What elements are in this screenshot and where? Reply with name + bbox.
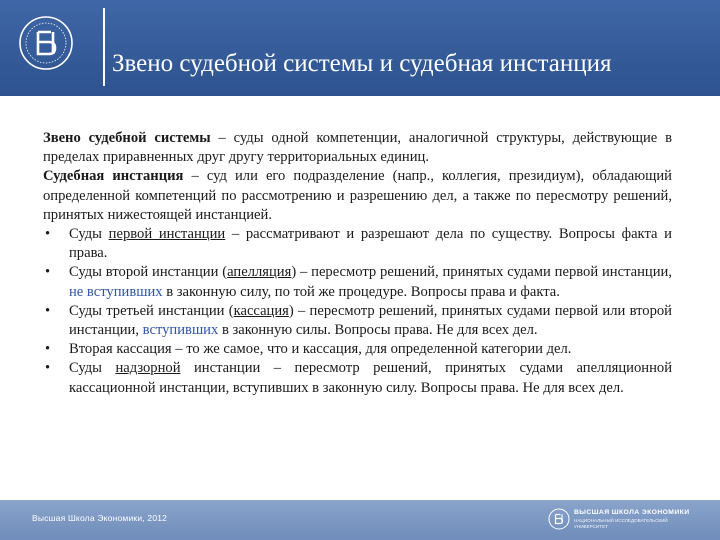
highlighted-term: не вступивших — [69, 283, 163, 300]
list-item: • Вторая кассация – то же самое, что и кассация, для определенной категории дел. — [43, 340, 672, 359]
list-item: • Суды второй инстанции (апелляция) – пересмотр решений, принятых судами первой инстанции, не вступивших в законную силу, по той же процедуре. Вопросы права и факта. — [43, 263, 672, 301]
underlined-term: кассация — [233, 302, 289, 319]
underlined-term: первой инстанции — [108, 226, 226, 243]
slide-header — [0, 0, 720, 96]
footer-brand — [574, 509, 698, 530]
definition-text: – суд или его подразделение (напр., коллегия, президиум), обладающий определенной компетенций по рассмотрению и разрешению дел, а также по пересмотру решений, принятых нижестоящей инстанцией. — [43, 168, 672, 223]
brand-subtitle: НАЦИОНАЛЬНЫЙ ИССЛЕДОВАТЕЛЬСКИЙ УНИВЕРСИТЕТ — [574, 518, 668, 529]
hse-emblem-icon — [548, 508, 570, 530]
slide-title: Звено судебной системы и судебная инстанция — [112, 50, 612, 77]
term-court-instance: Судебная инстанция — [43, 168, 184, 185]
list-item: • Суды надзорной инстанции – пересмотр решений, принятых судами апелляционной кассационной инстанции, вступивших в законную силу. Вопросы права. Не для всех дел. — [43, 359, 672, 397]
footer-copyright: Высшая Школа Экономики, 2012 — [32, 513, 168, 523]
instance-list — [43, 225, 672, 398]
underlined-term: апелляция — [227, 264, 292, 281]
header-divider — [103, 8, 105, 86]
highlighted-term: вступивших — [142, 322, 219, 339]
term-court-level: Звено судебной системы — [43, 130, 211, 146]
list-item: • Суды первой инстанции – рассматривают и разрешают дела по существу. Вопросы факта и права. — [43, 225, 672, 263]
definition-text: – суды одной компетенции, аналогичной структуры, действующие в пределах приравненных друг другу территориальных единиц. — [43, 130, 672, 166]
brand-name: ВЫСШАЯ ШКОЛА ЭКОНОМИКИ — [574, 509, 690, 516]
slide-body — [43, 129, 672, 398]
slide-footer — [0, 500, 720, 540]
definition-court-instance — [43, 167, 672, 225]
underlined-term: надзорной — [115, 360, 181, 377]
hse-emblem-icon — [18, 15, 74, 71]
definition-court-level — [43, 129, 672, 167]
list-item: • Суды третьей инстанции (кассация) – пересмотр решений, принятых судами первой или второй инстанции, вступивших в законную силы. Вопросы права. Не для всех дел. — [43, 302, 672, 340]
